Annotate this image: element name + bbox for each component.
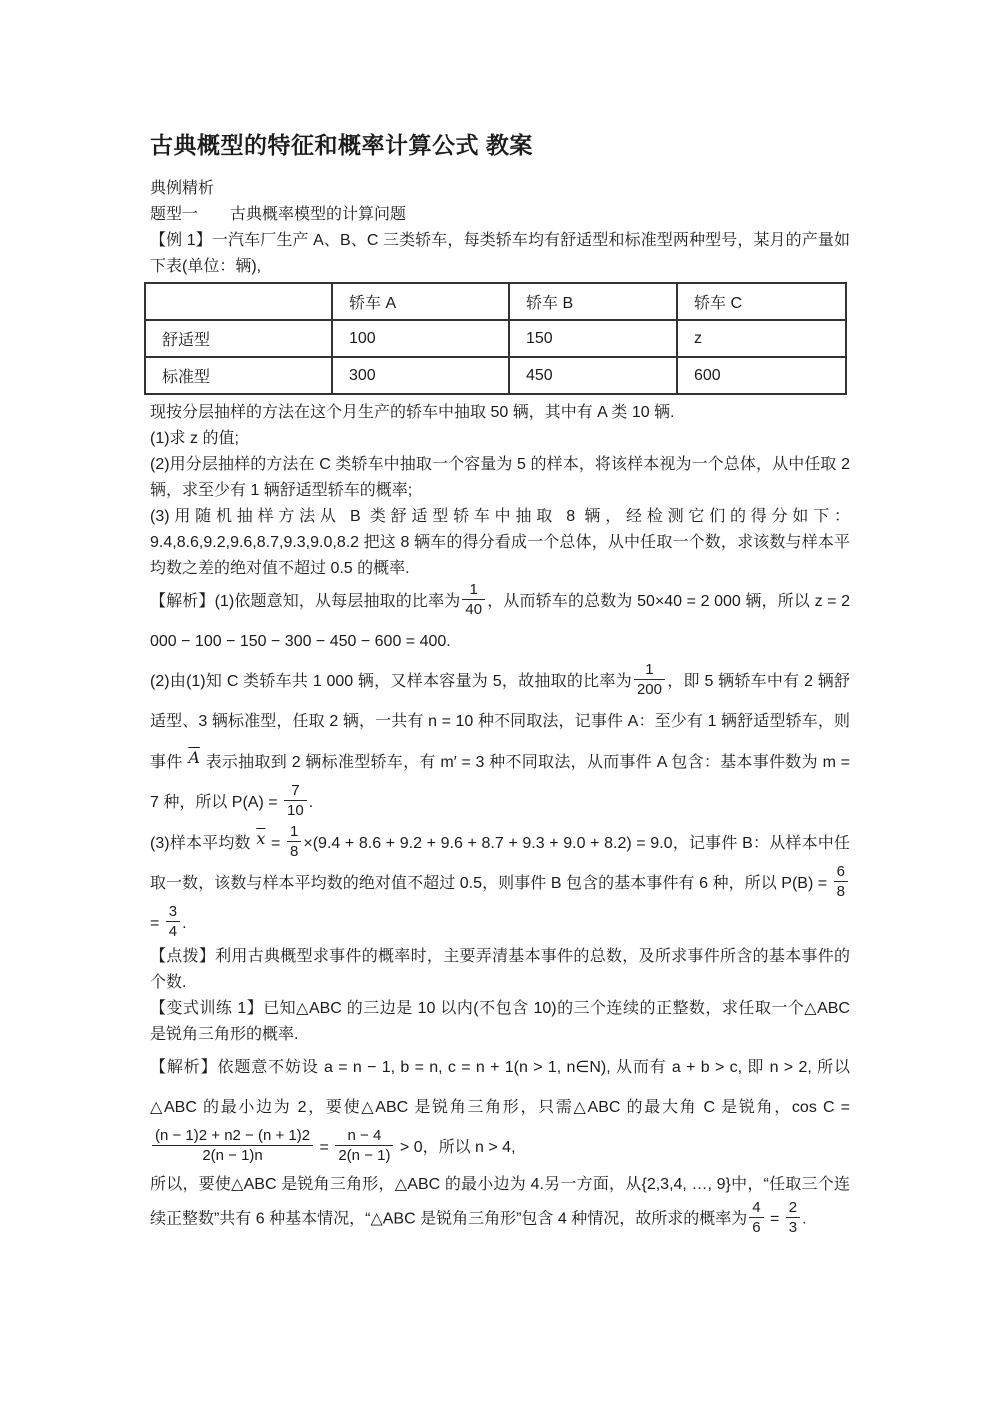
tip: 【点拨】利用古典概型求事件的概率时，主要弄清基本事件的总数，及所求事件所含的基本事件的个数.	[150, 948, 850, 991]
fraction: $\frac{4}{6}$	[749, 1199, 763, 1236]
question-2: (2)用分层抽样的方法在 C 类轿车中抽取一个容量为 5 的样本，将该样本视为一个总体，从中任取 2 辆，求至少有 1 辆舒适型轿车的概率;	[150, 456, 850, 499]
table-cell: 600	[677, 357, 846, 394]
fraction: $\frac{3}{4}$	[166, 903, 180, 940]
fraction: $\frac{6}{8}$	[834, 863, 848, 900]
question-3: (3)用随机抽样方法从 B 类舒适型轿车中抽取 8 辆，经检测它们的得分如下：9.4,8.6,9.2,9.6,8.7,9.3,9.0,8.2 把这 8 辆车的得分看成一个总体，从中任取一个数，求该数与样本平均数之差的绝对值不超过 0.5 的概率.	[150, 508, 850, 577]
table-cell: 450	[509, 357, 677, 394]
variation-analysis-2: 所以，要使△ABC 是锐角三角形，△ABC 的最小边为 4.另一方面，从{2,3,4, …, 9}中，“任取三个连续正整数”共有 6 种基本情况，“△ABC 是锐角三角形”包含 4 种情况，故所求的概率为 $\frac{4}{6}$ = $\frac{2}{3}$ .	[150, 1176, 850, 1236]
table-cell: 300	[332, 357, 509, 394]
section-heading: 典例精析	[150, 180, 215, 197]
page-title: 古典概型的特征和概率计算公式 教案	[150, 132, 533, 158]
table-header-cell-car-c: 轿车 C	[677, 283, 846, 320]
variation-1: 【变式训练 1】已知△ABC 的三边是 10 以内(不包含 10)的三个连续的正整数，求任取一个△ABC 是锐角三角形的概率.	[150, 1000, 850, 1043]
table-cell: 100	[332, 320, 509, 357]
table-header-cell-empty	[145, 283, 332, 320]
row-label: 舒适型	[145, 320, 332, 357]
table-row-standard	[145, 357, 846, 394]
table-header-cell-car-a: 轿车 A	[332, 283, 509, 320]
fraction: $\frac{2}{3}$	[786, 1199, 800, 1236]
analysis-part3: (3)样本平均数 $\overline{x}$ = $\frac{1}{8}$ ×(9.4 + 8.6 + 9.2 + 9.6 + 8.7 + 9.3 + 9.0 + 8.2) = 9.0，记事件 B：从样本中任取一数，该数与样本平均数的绝对值不超过 0.5，则事件 B 包含的基本事件有 6 种，所以 P(B) = $\frac{6}{8}$ = $\frac{3}{4}$ .	[150, 823, 850, 941]
fraction: $\frac{1}{8}$	[287, 823, 301, 860]
analysis-part2: (2)由(1)知 C 类轿车共 1 000 辆，又样本容量为 5，故抽取的比率为 $\frac{1}{200}$ ，即 5 辆轿车中有 2 辆舒适型、3 辆标准型，任取 2 辆，一共有 n = 10 种不同取法，记事件 A：至少有 1 辆舒适型轿车，则事件 $\overline{A}$ 表示抽取到 2 辆标准型轿车，有 m′ = 3 种不同取法，从而事件 A 包含：基本事件数为 m = 7 种，所以 P(A) = $\frac{7}{10}$ .	[150, 661, 850, 820]
fraction: $\frac{n - 4}{2(n - 1)}$	[335, 1127, 393, 1164]
table-header-row	[145, 283, 846, 320]
example-intro: 【例 1】一汽车厂生产 A、B、C 三类轿车，每类轿车均有舒适型和标准型两种型号，某月的产量如下表(单位：辆),	[150, 232, 850, 275]
row-label: 标准型	[145, 357, 332, 394]
table-cell: z	[677, 320, 846, 357]
fraction: $\frac{1}{200}$	[634, 661, 665, 698]
question-1: (1)求 z 的值;	[150, 430, 239, 447]
variation-analysis-1: 【解析】依题意不妨设 a = n − 1, b = n, c = n + 1(n > 1, n∈N), 从而有 a + b > c, 即 n > 2, 所以△ABC 的最小边为 2，要使△ABC 是锐角三角形，只需△ABC 的最大角 C 是锐角，cos C = $\frac{(n - 1)2 + n2 - (n + 1)2}{2(n - 1)n}$ = $\frac{n - 4}{2(n - 1)}$ > 0，所以 n > 4,	[150, 1059, 850, 1165]
fraction: $\frac{(n - 1)2 + n2 - (n + 1)2}{2(n - 1)n}$	[152, 1127, 313, 1164]
production-table	[144, 282, 847, 395]
table-cell: 150	[509, 320, 677, 357]
fraction: $\frac{7}{10}$	[284, 782, 307, 819]
table-header-cell-car-b: 轿车 B	[509, 283, 677, 320]
fraction: $\frac{1}{40}$	[462, 581, 485, 618]
topic-heading: 题型一 古典概率模型的计算问题	[150, 206, 407, 223]
analysis-part1: 【解析】(1)依题意知，从每层抽取的比率为 $\frac{1}{40}$ ，从而轿车的总数为 50×40 = 2 000 辆，所以 z = 2 000 − 100 − 150 − 300 − 450 − 600 = 400.	[150, 581, 850, 650]
sampling-statement: 现按分层抽样的方法在这个月生产的轿车中抽取 50 辆，其中有 A 类 10 辆.	[150, 404, 675, 421]
overbar-symbol: $\overline{x}$	[256, 829, 266, 848]
table-row-comfort	[145, 320, 846, 357]
overbar-symbol: $\overline{A}$	[188, 748, 200, 767]
